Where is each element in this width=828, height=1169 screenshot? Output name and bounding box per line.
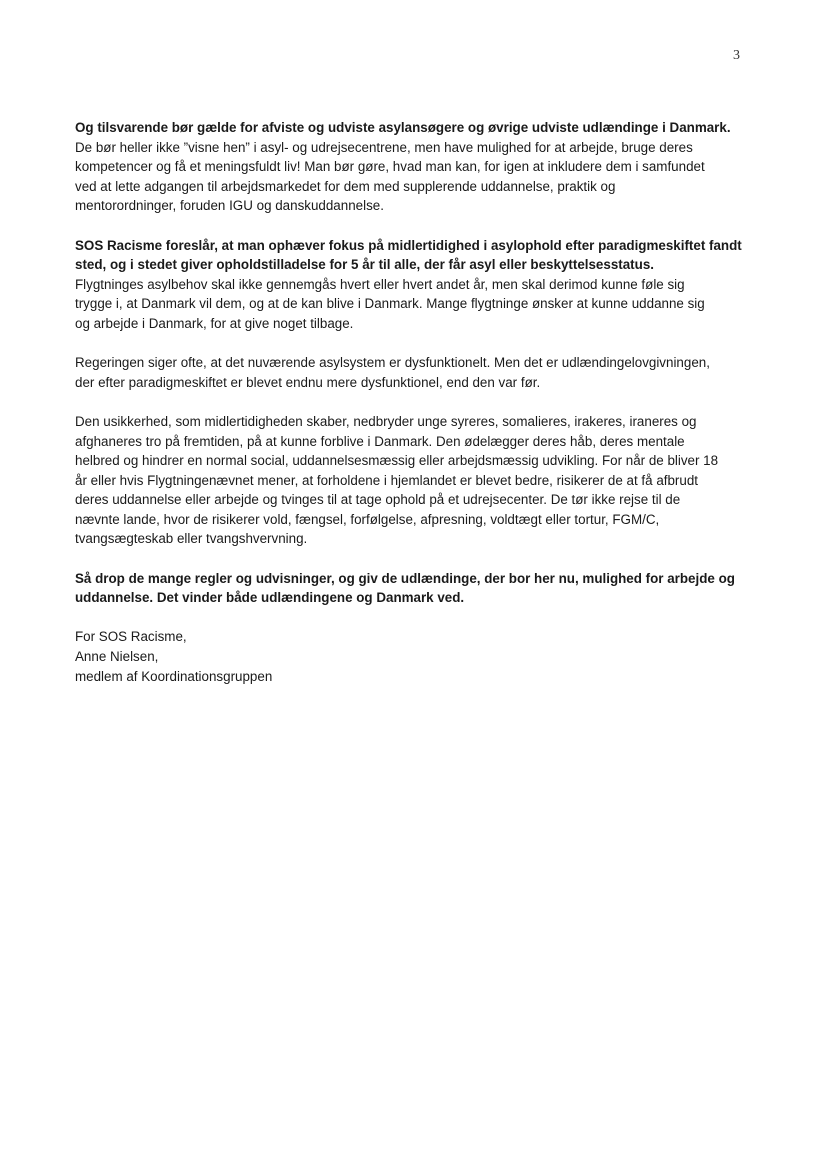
- paragraph-usikkerhed: [75, 412, 755, 549]
- page-number: 3: [733, 48, 740, 63]
- paragraph-text-line: Flygtninges asylbehov skal ikke gennemgås hvert eller hvert andet år, men skal derimod kunne føle sig: [75, 276, 685, 292]
- paragraph-heading-line: SOS Racisme foreslår, at man ophæver fokus på midlertidighed i asylophold efter paradigmeskiftet fandt: [75, 237, 742, 253]
- paragraph-text-line: trygge i, at Danmark vil dem, og at de kan blive i Danmark. Mange flygtninge ønsker at kunne uddanne sig: [75, 296, 705, 312]
- paragraph-text-line: år eller hvis Flygtningenævnet mener, at forholdene i hjemlandet er blevet bedre, risikerer de at få afbrudt: [75, 472, 699, 488]
- paragraph-text-line: De bør heller ikke ”visne hen” i asyl- og udrejsecentrene, men have mulighed for at arbejde, bruge deres: [75, 139, 693, 155]
- paragraph-heading-line: sted, og i stedet giver opholdstilladelse for 5 år til alle, der får asyl eller beskyttelsesstatus.: [75, 257, 654, 273]
- signature-organization: For SOS Racisme,: [75, 629, 187, 645]
- paragraph-text-line: ved at lette adgangen til arbejdsmarkedet for dem med supplerende uddannelse, praktik og: [75, 178, 616, 194]
- paragraph-sos-racisme-forslag: [75, 236, 755, 334]
- paragraph-text-line: afghaneres tro på fremtiden, på at kunne forblive i Danmark. Den ødelægger deres håb, deres mentale: [75, 433, 685, 449]
- paragraph-text-line: Regeringen siger ofte, at det nuværende asylsystem er dysfunktionelt. Men det er udlændingelovgivningen,: [75, 355, 710, 371]
- letter-body: [75, 118, 755, 706]
- paragraph-regeringen: [75, 353, 755, 392]
- signature-role: medlem af Koordinationsgruppen: [75, 668, 273, 684]
- signature-block: [75, 627, 755, 686]
- paragraph-text-line: helbred og hindrer en normal social, uddannelsesmæssig eller arbejdsmæssig udvikling. For når de bliver 18: [75, 453, 719, 469]
- signature-name: Anne Nielsen,: [75, 649, 159, 665]
- paragraph-heading-line: Og tilsvarende bør gælde for afviste og udviste asylansøgere og øvrige udviste udlændinge i Danmark.: [75, 120, 731, 135]
- paragraph-text-line: Den usikkerhed, som midlertidigheden skaber, nedbryder unge syreres, somalieres, irakeres, iraneres og: [75, 413, 697, 429]
- paragraph-afviste-asylansoegere: [75, 118, 755, 216]
- paragraph-text-line: kompetencer og få et meningsfuldt liv! Man bør gøre, hvad man kan, for igen at inkludere dem i samfundet: [75, 159, 705, 175]
- paragraph-konklusion: [75, 569, 755, 608]
- paragraph-text-line: nævnte lande, hvor de risikerer vold, fængsel, forfølgelse, afpresning, voldtægt eller tortur, FGM/C,: [75, 511, 660, 527]
- paragraph-text-line: mentorordninger, foruden IGU og danskuddannelse.: [75, 198, 384, 214]
- paragraph-text-line: deres uddannelse eller arbejde og tvinges til at tage ophold på et udrejsecenter. De tør ikke rejse til de: [75, 492, 681, 508]
- paragraph-text-line: der efter paradigmeskiftet er blevet endnu mere dysfunktionel, end den var før.: [75, 374, 541, 390]
- paragraph-text-line: og arbejde i Danmark, for at give noget tilbage.: [75, 315, 354, 331]
- paragraph-heading-line: uddannelse. Det vinder både udlændingene og Danmark ved.: [75, 590, 465, 606]
- paragraph-heading-line: Så drop de mange regler og udvisninger, og giv de udlændinge, der bor her nu, mulighed for arbejde og: [75, 570, 735, 586]
- paragraph-text-line: tvangsægteskab eller tvangshvervning.: [75, 531, 308, 547]
